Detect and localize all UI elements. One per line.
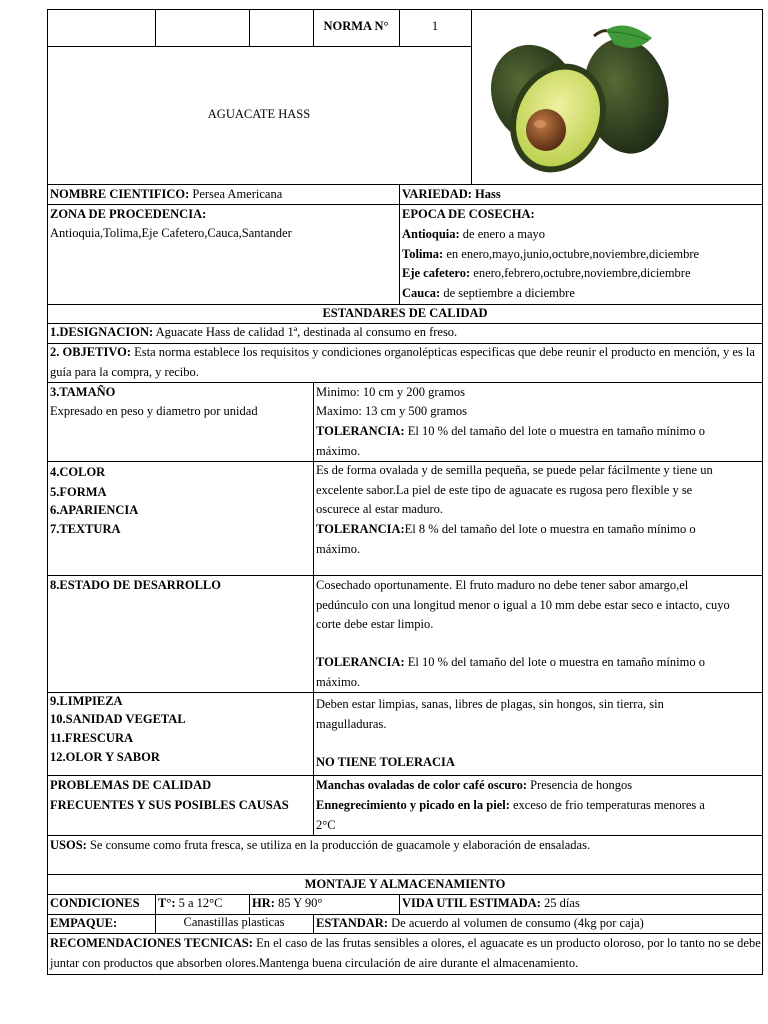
season-tolima: Tolima: en enero,mayo,junio,octubre,noviembre,diciembre <box>402 247 700 261</box>
tamano-min: Minimo: 10 cm y 200 gramos <box>316 385 465 399</box>
empaque-label: EMPAQUE: <box>50 916 118 930</box>
limpieza-label: 9.LIMPIEZA <box>50 694 123 708</box>
color-tolerance: TOLERANCIA:El 8 % del tamaño del lote o muestra en tamaño mínimo o máximo. <box>316 522 696 556</box>
limpieza-text: Deben estar limpias, sanas, libres de plagas, sin hongos, sin tierra, sin magulladuras. <box>316 697 664 731</box>
limpieza-tolerance: NO TIENE TOLERACIA <box>316 755 455 769</box>
color-text: Es de forma ovalada y de semilla pequeña, se puede pelar fácilmente y tiene un excelente sabor.La piel de este tipo de aguacate es rugosa pero flexible y se oscurece al estar maduro. <box>316 463 713 516</box>
estandar: ESTANDAR: De acuerdo al volumen de consumo (4kg por caja) <box>316 916 644 930</box>
season-eje-cafetero: Eje cafetero: enero,febrero,octubre,noviembre,diciembre <box>402 266 691 280</box>
tamano-tolerance: TOLERANCIA: El 10 % del tamaño del lote o muestra en tamaño mínimo o máximo. <box>316 424 705 458</box>
zone-label: ZONA DE PROCEDENCIA: <box>50 207 207 221</box>
humidity: HR: 85 Y 90° <box>252 896 323 910</box>
objetivo: 2. OBJETIVO: Esta norma establece los requisitos y condiciones organolépticas especificas que debe reunir el producto en mención, y es la guía para la compra, y recibo. <box>50 345 755 379</box>
shelf-life: VIDA UTIL ESTIMADA: 25 días <box>402 896 580 910</box>
designacion: 1.DESIGNACION: Aguacate Hass de calidad 1ª, destinada al consumo en freso. <box>50 325 458 339</box>
forma-label: 5.FORMA <box>50 485 107 499</box>
standards-heading: ESTANDARES DE CALIDAD <box>322 306 488 320</box>
avocado-photo <box>476 14 758 180</box>
avocado-icon <box>476 14 758 180</box>
condiciones-label: CONDICIONES <box>50 896 140 910</box>
sanidad-label: 10.SANIDAD VEGETAL <box>50 712 186 726</box>
textura-label: 7.TEXTURA <box>50 522 121 536</box>
apariencia-label: 6.APARIENCIA <box>50 503 139 517</box>
desarrollo-label: 8.ESTADO DE DESARROLLO <box>50 578 221 592</box>
problema-hongos: Manchas ovaladas de color café oscuro: Presencia de hongos <box>316 778 633 792</box>
temperature: T°: 5 a 12°C <box>158 896 223 910</box>
storage-heading: MONTAJE Y ALMACENAMIENTO <box>304 877 506 891</box>
tamano-sub: Expresado en peso y diametro por unidad <box>50 404 258 418</box>
empaque-value: Canastillas plasticas <box>183 915 285 929</box>
tamano-label: 3.TAMAÑO <box>50 385 116 399</box>
norma-number: 1 <box>431 19 439 33</box>
color-label: 4.COLOR <box>50 465 106 479</box>
season-cauca: Cauca: de septiembre a diciembre <box>402 286 575 300</box>
scientific-name: NOMBRE CIENTIFICO: Persea Americana <box>50 187 283 201</box>
norma-label: NORMA N° <box>323 19 389 33</box>
olor-label: 12.OLOR Y SABOR <box>50 750 160 764</box>
problemas-label: PROBLEMAS DE CALIDAD FRECUENTES Y SUS POSIBLES CAUSAS <box>50 778 289 812</box>
tamano-max: Maximo: 13 cm y 500 gramos <box>316 404 468 418</box>
desarrollo-tolerance: TOLERANCIA: El 10 % del tamaño del lote o muestra en tamaño mínimo o máximo. <box>316 655 705 689</box>
recomendaciones: RECOMENDACIONES TECNICAS: En el caso de las frutas sensibles a olores, el aguacate es un producto oloroso, por lo tanto no se debe juntar con productos que absorben olores.Mantenga buena circulación de aire durante el almacenamiento. <box>50 936 761 970</box>
variety: VARIEDAD: Hass <box>402 187 501 201</box>
season-label: EPOCA DE COSECHA: <box>402 207 535 221</box>
desarrollo-text: Cosechado oportunamente. El fruto maduro no debe tener sabor amargo,el pedúnculo con una longitud menor o igual a 10 mm debe estar seco e intacto, cuyo corte debe estar limpio. <box>316 578 730 631</box>
usos: USOS: Se consume como fruta fresca, se utiliza en la producción de guacamole y elaboración de ensaladas. <box>50 838 591 852</box>
zone-value: Antioquia,Tolima,Eje Cafetero,Cauca,Santander <box>50 226 292 240</box>
season-antioquia: Antioquia: de enero a mayo <box>402 227 546 241</box>
product-title: AGUACATE HASS <box>207 107 311 121</box>
problema-ennegrecimiento: Ennegrecimiento y picado en la piel: exceso de frio temperaturas menores a 2°C <box>316 798 705 832</box>
frescura-label: 11.FRESCURA <box>50 731 133 745</box>
